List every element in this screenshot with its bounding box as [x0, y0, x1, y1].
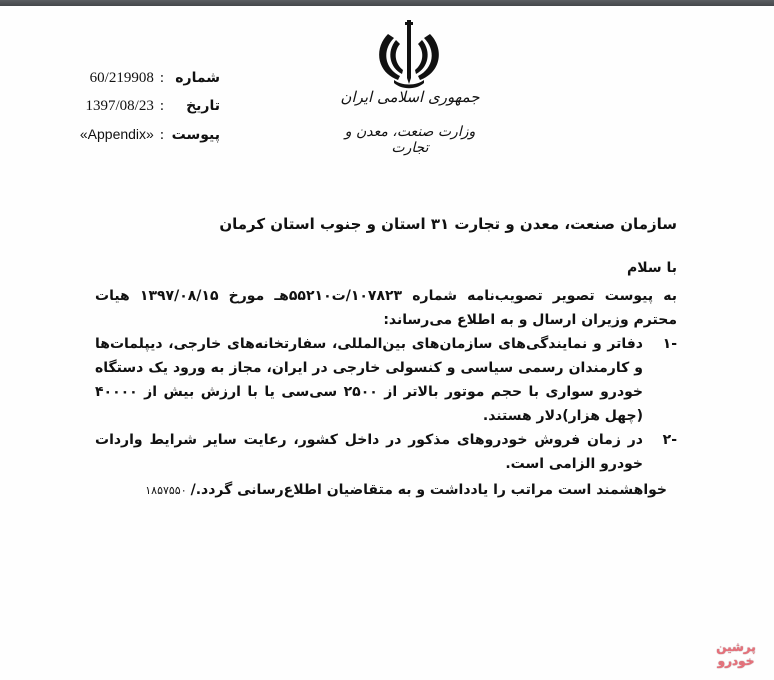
- letter-meta: [60, 70, 220, 154]
- watermark-logo: [712, 640, 760, 668]
- closing-paragraph: [95, 478, 677, 503]
- list-item: [95, 428, 677, 476]
- item-text: در زمان فروش خودروهای مذکور در داخل کشور، رعایت سایر شرایط واردات خودرو الزامی است.: [95, 432, 643, 472]
- colon: :: [159, 98, 164, 114]
- ministry-name: وزارت صنعت، معدن و تجارت: [344, 124, 476, 156]
- colon: :: [159, 127, 164, 143]
- iran-emblem-icon: [374, 20, 444, 92]
- attachment-value: «Appendix»: [79, 126, 154, 142]
- recipient: سازمان صنعت، معدن و تجارت ۳۱ استان و جنوب استان کرمان: [219, 215, 677, 233]
- number-value: 60/219908: [89, 70, 154, 86]
- closing-text: خواهشمند است مراتب را یادداشت و به متقاضیان اطلاع‌رسانی گردد./: [190, 482, 667, 498]
- greeting: با سلام: [626, 260, 677, 276]
- letter-body: [95, 206, 677, 503]
- watermark-line1: پرشین: [716, 640, 756, 654]
- date-row: [60, 98, 220, 126]
- country-name: جمهوری اسلامی ایران: [340, 88, 480, 106]
- intro-paragraph: به پیوست تصویر تصویب‌نامه شماره ۱۰۷۸۲۳/ت۵۵۲۱۰هـ مورخ ۱۳۹۷/۰۸/۱۵ هیات محترم وزیران ارسال و به اطلاع می‌رساند:: [95, 288, 678, 328]
- number-row: [60, 70, 220, 98]
- date-label: تاریخ: [186, 98, 220, 114]
- attachment-row: [60, 126, 220, 154]
- item-text: دفاتر و نمایندگی‌های سازمان‌های بین‌المللی، سفارتخانه‌های خارجی، دیپلمات‌ها و کارمندان رسمی سیاسی و کنسولی خارجی در ایران، مجاز به ورود یک دستگاه خودرو سواری با حجم موتور بالاتر از ۲۵۰۰ سی‌سی یا با ارزش بیش از ۴۰۰۰۰ (چهل هزار)دلار هستند.: [95, 336, 643, 424]
- watermark-line2: خودرو: [717, 654, 755, 668]
- item-number: -۱: [662, 336, 677, 352]
- list-item: [95, 332, 677, 428]
- number-label: شماره: [175, 70, 220, 86]
- item-number: -۲: [662, 432, 677, 448]
- reference-code: ۱۸۵۷۵۵۰: [145, 484, 187, 497]
- date-value: 1397/08/23: [85, 98, 154, 114]
- colon: :: [159, 70, 164, 86]
- letter-page: [0, 6, 774, 680]
- attachment-label: پیوست: [171, 127, 220, 143]
